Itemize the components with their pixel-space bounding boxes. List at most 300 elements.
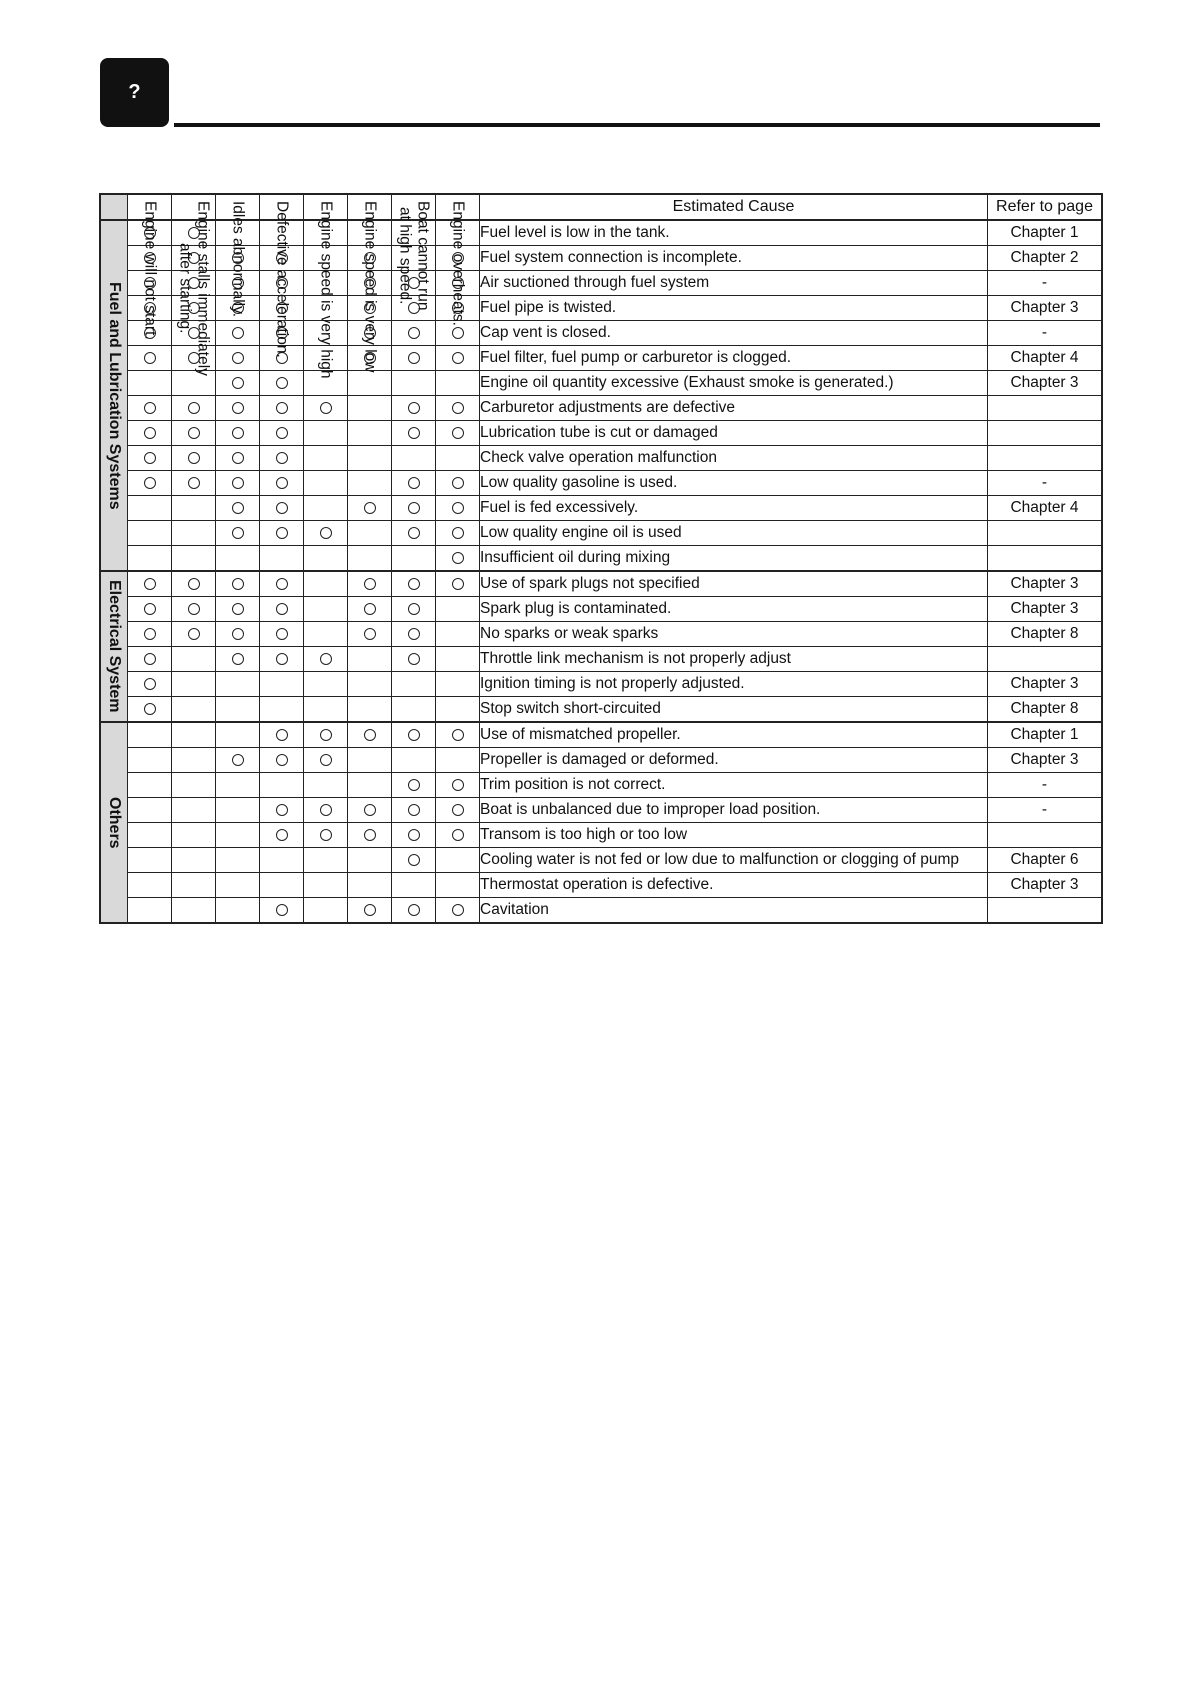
symptom-cell [260,521,304,546]
symptom-cell [216,898,260,924]
symptom-cell [128,672,172,697]
symptom-cell [436,571,480,597]
circle-mark-icon [276,729,288,741]
symptom-cell [216,421,260,446]
circle-mark-icon [144,578,156,590]
symptom-cell [436,873,480,898]
symptom-cell [216,597,260,622]
symptom-cell [260,647,304,672]
table-row [100,271,1102,296]
circle-mark-icon [232,477,244,489]
symptom-cell [128,496,172,521]
symptom-header [304,194,348,379]
symptom-cell [172,798,216,823]
symptom-cell [128,798,172,823]
refer-to-page-cell: Chapter 3 [988,672,1103,697]
table-row [100,647,1102,672]
circle-mark-icon [452,402,464,414]
symptom-cell [392,321,436,346]
circle-mark-icon [144,477,156,489]
symptom-header [172,194,216,376]
symptom-cell [436,647,480,672]
symptom-cell [348,697,392,723]
circle-mark-icon [276,829,288,841]
estimated-cause-cell: Trim position is not correct. [480,773,988,798]
estimated-cause-cell: Check valve operation malfunction [480,446,988,471]
symptom-cell [128,546,172,572]
circle-mark-icon [188,427,200,439]
refer-to-page-cell: Chapter 3 [988,873,1103,898]
estimated-cause-cell: Fuel filter, fuel pump or carburetor is clogged. [480,346,988,371]
symptom-cell [304,396,348,421]
refer-to-page-cell [988,898,1103,924]
symptom-cell [128,597,172,622]
circle-mark-icon [408,854,420,866]
circle-mark-icon [408,477,420,489]
estimated-cause-cell: Fuel system connection is incomplete. [480,246,988,271]
circle-mark-icon [408,352,420,364]
symptom-cell [392,898,436,924]
table-body [100,220,1102,923]
symptom-cell [304,521,348,546]
circle-mark-icon [144,603,156,615]
circle-mark-icon [408,502,420,514]
circle-mark-icon [408,628,420,640]
circle-mark-icon [144,703,156,715]
symptom-cell [128,898,172,924]
circle-mark-icon [452,729,464,741]
table-row [100,622,1102,647]
symptom-cell [172,898,216,924]
table-row [100,446,1102,471]
symptom-cell [216,798,260,823]
symptom-label: Engine speed is very low [361,201,379,373]
symptom-cell [260,748,304,773]
table-row [100,321,1102,346]
symptom-cell [216,697,260,723]
symptom-cell [436,521,480,546]
symptom-cell [128,622,172,647]
estimated-cause-header: Estimated Cause [480,194,988,220]
circle-mark-icon [320,754,332,766]
symptom-header [128,194,172,340]
table-row [100,546,1102,572]
symptom-cell [392,371,436,396]
symptom-cell [304,748,348,773]
symptom-cell [304,722,348,748]
symptom-cell [172,597,216,622]
symptom-cell [436,421,480,446]
symptom-cell [128,697,172,723]
symptom-label: Boat cannot run at high speed. [396,201,432,311]
symptom-label: Idles abnormally. [229,201,247,318]
symptom-cell [304,773,348,798]
symptom-cell [392,546,436,572]
group-label: Fuel and Lubrication Systems [106,281,123,510]
symptom-cell [172,722,216,748]
circle-mark-icon [188,603,200,615]
symptom-cell [436,597,480,622]
estimated-cause-cell: Thermostat operation is defective. [480,873,988,898]
circle-mark-icon [408,729,420,741]
symptom-cell [260,597,304,622]
symptom-cell [304,421,348,446]
table-row [100,848,1102,873]
refer-to-page-cell [988,647,1103,672]
circle-mark-icon [452,552,464,564]
symptom-cell [436,722,480,748]
circle-mark-icon [232,527,244,539]
table-row [100,220,1102,246]
symptom-cell [260,446,304,471]
symptom-cell [216,722,260,748]
circle-mark-icon [452,427,464,439]
symptom-cell [392,446,436,471]
symptom-cell [348,823,392,848]
symptom-cell [304,647,348,672]
refer-to-page-cell: Chapter 3 [988,748,1103,773]
refer-to-page-cell: Chapter 1 [988,722,1103,748]
symptom-cell [128,421,172,446]
circle-mark-icon [188,628,200,640]
group-label: Electrical System [106,580,123,713]
estimated-cause-cell: Stop switch short-circuited [480,697,988,723]
refer-to-page-cell [988,446,1103,471]
symptom-cell [436,371,480,396]
table-row [100,722,1102,748]
symptom-label: Engine speed is very high [317,201,335,379]
symptom-cell [172,421,216,446]
symptom-cell [348,622,392,647]
symptom-cell [128,748,172,773]
symptom-cell [392,396,436,421]
refer-to-page-cell: Chapter 4 [988,496,1103,521]
symptom-cell [260,471,304,496]
symptom-cell [216,371,260,396]
symptom-cell [392,496,436,521]
refer-to-page-cell: - [988,271,1103,296]
symptom-cell [304,471,348,496]
symptom-cell [348,748,392,773]
symptom-cell [128,722,172,748]
symptom-cell [172,446,216,471]
symptom-cell [348,873,392,898]
circle-mark-icon [320,527,332,539]
badge-label: ? [128,81,141,103]
symptom-cell [260,396,304,421]
symptom-cell [172,697,216,723]
symptom-cell [172,496,216,521]
symptom-cell [260,672,304,697]
circle-mark-icon [276,754,288,766]
symptom-cell [348,521,392,546]
table-row [100,773,1102,798]
circle-mark-icon [364,729,376,741]
circle-mark-icon [408,327,420,339]
circle-mark-icon [364,502,376,514]
symptom-label: Engine overheats. [449,201,467,326]
symptom-cell [304,597,348,622]
table-row [100,346,1102,371]
symptom-header [392,194,436,311]
refer-to-page-cell: Chapter 3 [988,371,1103,396]
symptom-cell [348,848,392,873]
symptom-cell [436,471,480,496]
symptom-cell [304,898,348,924]
refer-to-page-cell: Chapter 6 [988,848,1103,873]
symptom-cell [260,496,304,521]
symptom-cell [128,823,172,848]
estimated-cause-cell: Ignition timing is not properly adjusted. [480,672,988,697]
symptom-cell [260,898,304,924]
estimated-cause-cell: Transom is too high or too low [480,823,988,848]
circle-mark-icon [144,352,156,364]
group-label-cell [100,722,128,923]
circle-mark-icon [232,628,244,640]
symptom-cell [392,346,436,371]
symptom-cell [128,571,172,597]
symptom-cell [348,396,392,421]
circle-mark-icon [276,502,288,514]
symptom-cell [216,521,260,546]
symptom-cell [216,622,260,647]
header-corner [100,194,128,220]
circle-mark-icon [276,603,288,615]
symptom-cell [392,697,436,723]
symptom-cell [216,571,260,597]
estimated-cause-cell: Boat is unbalanced due to improper load position. [480,798,988,823]
table-row [100,873,1102,898]
symptom-cell [128,396,172,421]
group-label: Others [106,796,123,849]
group-label-cell [100,220,128,571]
symptom-cell [392,647,436,672]
circle-mark-icon [276,427,288,439]
circle-mark-icon [320,729,332,741]
circle-mark-icon [144,678,156,690]
symptom-cell [348,773,392,798]
circle-mark-icon [408,829,420,841]
refer-to-page-cell [988,396,1103,421]
symptom-cell [128,371,172,396]
estimated-cause-cell: Spark plug is contaminated. [480,597,988,622]
symptom-cell [392,848,436,873]
symptom-cell [348,898,392,924]
circle-mark-icon [452,804,464,816]
circle-mark-icon [452,527,464,539]
refer-to-page-cell: Chapter 3 [988,597,1103,622]
table-row [100,496,1102,521]
circle-mark-icon [320,653,332,665]
circle-mark-icon [232,327,244,339]
estimated-cause-cell: Carburetor adjustments are defective [480,396,988,421]
symptom-cell [436,798,480,823]
refer-to-page-cell [988,546,1103,572]
estimated-cause-cell: Propeller is damaged or deformed. [480,748,988,773]
circle-mark-icon [408,804,420,816]
symptom-label: Defective acceleration. [273,201,291,358]
circle-mark-icon [232,402,244,414]
header-rule [174,123,1100,127]
symptom-cell [260,546,304,572]
symptom-cell [392,773,436,798]
symptom-cell [392,722,436,748]
symptom-cell [216,748,260,773]
circle-mark-icon [408,779,420,791]
circle-mark-icon [452,829,464,841]
estimated-cause-cell: Use of spark plugs not specified [480,571,988,597]
symptom-cell [348,798,392,823]
symptom-cell [216,396,260,421]
circle-mark-icon [364,829,376,841]
symptom-cell [172,672,216,697]
refer-to-page-cell: Chapter 3 [988,571,1103,597]
circle-mark-icon [144,427,156,439]
symptom-cell [304,697,348,723]
symptom-cell [348,647,392,672]
table-row [100,798,1102,823]
circle-mark-icon [232,653,244,665]
symptom-cell [436,898,480,924]
circle-mark-icon [320,829,332,841]
symptom-cell [436,396,480,421]
symptom-cell [128,521,172,546]
table-row [100,697,1102,723]
table-row [100,296,1102,321]
symptom-cell [260,697,304,723]
refer-to-page-cell [988,521,1103,546]
circle-mark-icon [232,502,244,514]
circle-mark-icon [452,327,464,339]
symptom-cell [128,873,172,898]
circle-mark-icon [188,578,200,590]
symptom-cell [304,672,348,697]
symptom-cell [348,597,392,622]
circle-mark-icon [144,628,156,640]
symptom-header [436,194,480,326]
circle-mark-icon [364,804,376,816]
circle-mark-icon [188,402,200,414]
circle-mark-icon [320,402,332,414]
table-row [100,748,1102,773]
symptom-cell [216,446,260,471]
circle-mark-icon [232,427,244,439]
symptom-cell [304,496,348,521]
refer-to-page-cell: Chapter 8 [988,697,1103,723]
estimated-cause-cell: Fuel pipe is twisted. [480,296,988,321]
circle-mark-icon [452,502,464,514]
circle-mark-icon [408,578,420,590]
table-row [100,672,1102,697]
symptom-cell [128,346,172,371]
refer-to-page-cell: Chapter 3 [988,296,1103,321]
symptom-cell [216,321,260,346]
table-row [100,597,1102,622]
circle-mark-icon [144,452,156,464]
symptom-cell [260,371,304,396]
symptom-cell [304,571,348,597]
table-row [100,898,1102,924]
refer-to-page-cell: Chapter 2 [988,246,1103,271]
symptom-header [348,194,392,373]
circle-mark-icon [452,352,464,364]
circle-mark-icon [276,527,288,539]
circle-mark-icon [144,653,156,665]
symptom-cell [172,647,216,672]
symptom-cell [260,823,304,848]
estimated-cause-cell: Insufficient oil during mixing [480,546,988,572]
symptom-cell [304,546,348,572]
symptom-cell [260,622,304,647]
symptom-cell [216,773,260,798]
refer-to-page-cell: Chapter 8 [988,622,1103,647]
table-row [100,396,1102,421]
estimated-cause-cell: Throttle link mechanism is not properly adjust [480,647,988,672]
refer-to-page-cell: Chapter 4 [988,346,1103,371]
group-label-cell [100,571,128,722]
symptom-cell [260,798,304,823]
circle-mark-icon [452,477,464,489]
table-row [100,421,1102,446]
symptom-cell [172,748,216,773]
symptom-cell [392,622,436,647]
symptom-cell [172,873,216,898]
symptom-cell [348,722,392,748]
table-row [100,521,1102,546]
circle-mark-icon [320,804,332,816]
symptom-cell [348,546,392,572]
table-row [100,246,1102,271]
table-row [100,571,1102,597]
symptom-cell [172,773,216,798]
circle-mark-icon [276,578,288,590]
symptom-cell [216,471,260,496]
circle-mark-icon [276,377,288,389]
table-row [100,823,1102,848]
circle-mark-icon [408,904,420,916]
circle-mark-icon [276,653,288,665]
estimated-cause-cell: Cavitation [480,898,988,924]
symptom-cell [348,496,392,521]
circle-mark-icon [452,779,464,791]
symptom-cell [392,672,436,697]
symptom-cell [260,421,304,446]
circle-mark-icon [408,427,420,439]
symptom-cell [436,446,480,471]
circle-mark-icon [276,804,288,816]
circle-mark-icon [232,578,244,590]
circle-mark-icon [364,603,376,615]
symptom-cell [304,848,348,873]
symptom-cell [216,546,260,572]
section-badge [100,58,169,127]
symptom-cell [436,773,480,798]
circle-mark-icon [232,452,244,464]
symptom-cell [128,446,172,471]
symptom-cell [216,848,260,873]
symptom-cell [392,421,436,446]
refer-to-page-cell: - [988,773,1103,798]
symptom-cell [172,571,216,597]
symptom-cell [172,521,216,546]
symptom-header [260,194,304,358]
troubleshooting-table [99,193,1103,924]
symptom-cell [436,672,480,697]
table-row [100,471,1102,496]
symptom-cell [304,622,348,647]
symptom-cell [436,697,480,723]
symptom-cell [392,597,436,622]
